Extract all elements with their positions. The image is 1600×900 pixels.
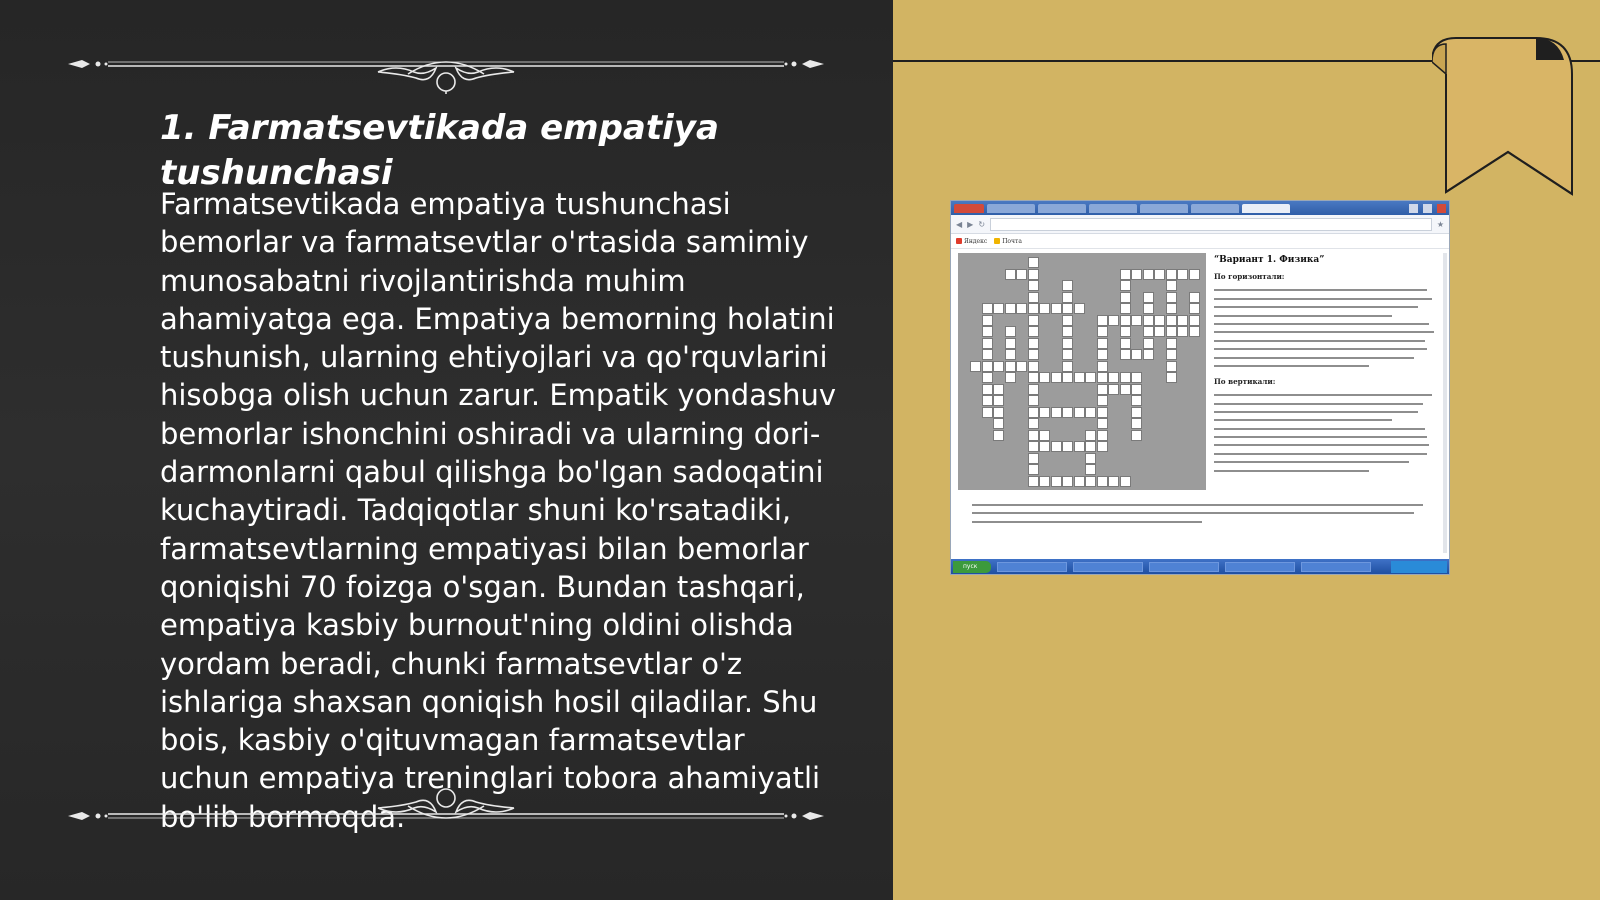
crossword-cell — [1028, 453, 1039, 464]
crossword-cell — [1051, 407, 1062, 418]
browser-tab-active — [1242, 204, 1290, 213]
crossword-cell — [1120, 372, 1131, 383]
crossword-cell — [1120, 269, 1131, 280]
crossword-cell — [1062, 349, 1073, 360]
crossword-cell — [1166, 292, 1177, 303]
clue-text-line — [1214, 323, 1429, 325]
clue-text-line — [1214, 453, 1427, 455]
crossword-cell — [982, 407, 993, 418]
crossword-cell — [1166, 338, 1177, 349]
crossword-cell — [1143, 326, 1154, 337]
crossword-cell — [1062, 338, 1073, 349]
across-clue-lines — [1214, 289, 1436, 367]
crossword-cell — [1097, 407, 1108, 418]
start-button: пуск — [953, 561, 991, 573]
crossword-cell — [1120, 338, 1131, 349]
crossword-cell — [993, 395, 1004, 406]
crossword-cell — [1062, 303, 1073, 314]
crossword-cell — [982, 361, 993, 372]
crossword-cell — [1085, 430, 1096, 441]
down-clue-lines — [1214, 394, 1436, 472]
crossword-cell — [1039, 303, 1050, 314]
top-ornament-divider — [68, 44, 824, 94]
crossword-cell — [982, 395, 993, 406]
crossword-cell — [1085, 453, 1096, 464]
crossword-browser-screenshot — [950, 200, 1450, 575]
crossword-cell — [1143, 303, 1154, 314]
crossword-cell — [1028, 407, 1039, 418]
crossword-cell — [1005, 349, 1016, 360]
crossword-cell — [1189, 315, 1200, 326]
bookmark-link: Почта — [994, 238, 1022, 245]
crossword-cell — [1120, 280, 1131, 291]
taskbar-item — [1073, 562, 1143, 572]
clue-text-line — [1214, 470, 1369, 472]
crossword-cell — [1097, 361, 1108, 372]
crossword-cell — [1097, 430, 1108, 441]
crossword-cell — [982, 338, 993, 349]
crossword-cell — [1039, 430, 1050, 441]
star-icon: ★ — [1436, 219, 1444, 229]
clue-text-line — [1214, 444, 1429, 446]
crossword-cell — [1074, 476, 1085, 487]
crossword-cell — [1074, 441, 1085, 452]
crossword-cell — [1028, 338, 1039, 349]
crossword-cell — [1097, 349, 1108, 360]
crossword-cell — [1028, 315, 1039, 326]
crossword-cell — [1166, 269, 1177, 280]
browser-address-bar — [951, 215, 1449, 234]
crossword-cell — [993, 384, 1004, 395]
crossword-cell — [993, 430, 1004, 441]
close-icon — [1437, 204, 1446, 213]
crossword-title: “Вариант 1. Физика” — [1214, 255, 1325, 265]
crossword-cell — [1028, 292, 1039, 303]
browser-tab-bar — [951, 201, 1449, 215]
slide-body-text: Farmatsevtikada empatiya tushunchasi bemorlar va farmatsevtlar o'rtasida samimiy munosabatni rivojlantirishda muhim ahamiyatga ega. Empatiya bemorning holatini tushunish, ularning ehtiyojlari va qo'rquvlarini hisobga olish uchun zarur. Empatik yondashuv bemorlar ishonchini oshiradi va ularning dori-darmonlarni qabul qilishga bo'lgan sadoqatini kuchaytiradi. Tadqiqotlar shuni ko'rsatadiki, farmatsevtlarning empatiyasi bilan bemorlar qoniqishi 70 foizga o'sgan. Bundan tashqari, empatiya kasbiy burnout'ning oldini olishda yordam beradi, chunki farmatsevtlar o'z ishlariga shaxsan qoniqish hosil qiladilar. Shu bois, kasbiy o'qituvmagan farmatsevtlar uchun empatiya treninglari tobora ahamiyatli bo'lib bormoqda. — [160, 187, 837, 834]
crossword-cell — [1131, 430, 1142, 441]
crossword-cell — [982, 326, 993, 337]
down-clue-lines-continued — [972, 499, 1432, 529]
taskbar-item — [997, 562, 1067, 572]
crossword-cell — [1166, 315, 1177, 326]
crossword-cell — [1028, 303, 1039, 314]
crossword-cell — [1154, 315, 1165, 326]
crossword-cell — [1005, 326, 1016, 337]
crossword-cell — [1016, 361, 1027, 372]
crossword-cell — [1062, 476, 1073, 487]
system-tray — [1391, 561, 1447, 573]
crossword-cell — [1028, 418, 1039, 429]
crossword-cell — [1085, 372, 1096, 383]
forward-arrow-icon: ▶ — [967, 219, 974, 229]
clue-text-line — [972, 521, 1202, 523]
crossword-cell — [1085, 441, 1096, 452]
url-field — [990, 218, 1432, 231]
crossword-cell — [1154, 326, 1165, 337]
down-heading: По вертикали: — [1214, 376, 1276, 386]
crossword-cell — [1028, 464, 1039, 475]
crossword-cell — [1074, 407, 1085, 418]
crossword-cell — [1189, 269, 1200, 280]
crossword-clues — [1214, 255, 1436, 478]
browser-tab — [1140, 204, 1188, 213]
clue-text-line — [1214, 419, 1392, 421]
crossword-cell — [982, 349, 993, 360]
browser-bookmarks-bar — [951, 234, 1449, 249]
crossword-cell — [1028, 280, 1039, 291]
crossword-cell — [1028, 326, 1039, 337]
crossword-cell — [1051, 476, 1062, 487]
crossword-cell — [1097, 315, 1108, 326]
clue-text-line — [1214, 315, 1392, 317]
crossword-cell — [1120, 292, 1131, 303]
clue-text-line — [1214, 289, 1427, 291]
crossword-cell — [993, 303, 1004, 314]
crossword-cell — [993, 407, 1004, 418]
taskbar-item — [1301, 562, 1371, 572]
crossword-cell — [1166, 326, 1177, 337]
crossword-cell — [1189, 292, 1200, 303]
crossword-cell — [1085, 476, 1096, 487]
crossword-cell — [1005, 361, 1016, 372]
crossword-cell — [1177, 315, 1188, 326]
clue-text-line — [1214, 461, 1409, 463]
crossword-cell — [1120, 326, 1131, 337]
crossword-cell — [1108, 476, 1119, 487]
crossword-cell — [1028, 384, 1039, 395]
crossword-cell — [1051, 372, 1062, 383]
crossword-cell — [1005, 269, 1016, 280]
crossword-cell — [993, 418, 1004, 429]
crossword-cell — [982, 384, 993, 395]
maximize-icon — [1423, 204, 1432, 213]
crossword-cell — [1028, 441, 1039, 452]
crossword-cell — [1028, 372, 1039, 383]
crossword-cell — [1039, 407, 1050, 418]
crossword-cell — [1131, 372, 1142, 383]
crossword-cell — [1097, 441, 1108, 452]
crossword-cell — [1131, 349, 1142, 360]
crossword-cell — [1143, 292, 1154, 303]
crossword-grid — [958, 253, 1206, 490]
crossword-cell — [1131, 395, 1142, 406]
crossword-cell — [982, 315, 993, 326]
crossword-cell — [1131, 384, 1142, 395]
crossword-cell — [1108, 372, 1119, 383]
crossword-cell — [1062, 407, 1073, 418]
clue-text-line — [1214, 357, 1414, 359]
crossword-cell — [1028, 257, 1039, 268]
crossword-cell — [1143, 349, 1154, 360]
crossword-cell — [1154, 269, 1165, 280]
crossword-cell — [970, 361, 981, 372]
crossword-cell — [1177, 269, 1188, 280]
clue-text-line — [1214, 403, 1423, 405]
crossword-cell — [1097, 372, 1108, 383]
crossword-cell — [1062, 315, 1073, 326]
crossword-cell — [1062, 361, 1073, 372]
crossword-cell — [1166, 349, 1177, 360]
crossword-cell — [1005, 372, 1016, 383]
crossword-cell — [1177, 326, 1188, 337]
bottom-ornament-divider — [68, 786, 824, 836]
clue-text-line — [1214, 428, 1425, 430]
crossword-cell — [1131, 407, 1142, 418]
browser-tab — [1089, 204, 1137, 213]
clue-text-line — [1214, 348, 1427, 350]
crossword-cell — [1097, 476, 1108, 487]
bookmark-ribbon-icon — [1432, 34, 1582, 204]
crossword-cell — [1016, 269, 1027, 280]
taskbar-item — [1149, 562, 1219, 572]
crossword-cell — [1097, 338, 1108, 349]
crossword-cell — [1028, 476, 1039, 487]
crossword-cell — [1085, 464, 1096, 475]
crossword-cell — [1028, 395, 1039, 406]
crossword-cell — [1062, 280, 1073, 291]
crossword-cell — [1039, 372, 1050, 383]
crossword-cell — [1120, 315, 1131, 326]
crossword-cell — [1120, 384, 1131, 395]
minimize-icon — [1409, 204, 1418, 213]
crossword-cell — [1120, 349, 1131, 360]
crossword-cell — [1143, 269, 1154, 280]
browser-tab — [1191, 204, 1239, 213]
crossword-cell — [1120, 476, 1131, 487]
crossword-cell — [982, 303, 993, 314]
crossword-cell — [1108, 315, 1119, 326]
clue-text-line — [1214, 411, 1418, 413]
crossword-cell — [1097, 384, 1108, 395]
crossword-cell — [1097, 326, 1108, 337]
clue-text-line — [972, 512, 1414, 514]
crossword-cell — [1028, 430, 1039, 441]
crossword-cell — [1039, 476, 1050, 487]
slide-title: 1. Farmatsevtikada empatiya tushunchasi — [160, 108, 719, 193]
crossword-cell — [1166, 372, 1177, 383]
crossword-cell — [1131, 269, 1142, 280]
clue-text-line — [1214, 331, 1434, 333]
crossword-cell — [1143, 338, 1154, 349]
clue-text-line — [1214, 394, 1432, 396]
crossword-cell — [1039, 441, 1050, 452]
crossword-cell — [1131, 418, 1142, 429]
crossword-cell — [1166, 280, 1177, 291]
browser-tab — [954, 204, 984, 213]
crossword-cell — [1097, 395, 1108, 406]
crossword-cell — [1108, 384, 1119, 395]
crossword-cell — [1062, 372, 1073, 383]
clue-text-line — [1214, 365, 1369, 367]
crossword-cell — [1143, 315, 1154, 326]
taskbar-item — [1225, 562, 1295, 572]
crossword-cell — [1131, 315, 1142, 326]
crossword-cell — [1062, 326, 1073, 337]
clue-text-line — [1214, 298, 1432, 300]
crossword-cell — [1005, 338, 1016, 349]
crossword-cell — [1166, 361, 1177, 372]
crossword-cell — [1028, 349, 1039, 360]
crossword-cell — [1005, 303, 1016, 314]
bookmark-link: Яндекс — [956, 238, 987, 245]
crossword-cell — [1051, 303, 1062, 314]
crossword-cell — [1166, 303, 1177, 314]
crossword-page — [958, 253, 1441, 556]
browser-tab — [1038, 204, 1086, 213]
crossword-cell — [1074, 372, 1085, 383]
crossword-cell — [982, 372, 993, 383]
clue-text-line — [972, 504, 1423, 506]
reload-icon: ↻ — [978, 219, 986, 229]
crossword-cell — [1085, 407, 1096, 418]
clue-text-line — [1214, 306, 1418, 308]
crossword-cell — [1120, 303, 1131, 314]
crossword-cell — [1051, 441, 1062, 452]
back-arrow-icon: ◀ — [956, 219, 963, 229]
crossword-cell — [1189, 303, 1200, 314]
crossword-cell — [1074, 303, 1085, 314]
crossword-cell — [993, 361, 1004, 372]
crossword-cell — [1028, 361, 1039, 372]
crossword-cell — [1062, 292, 1073, 303]
crossword-cell — [1028, 269, 1039, 280]
clue-text-line — [1214, 340, 1425, 342]
page-scrollbar — [1443, 253, 1447, 553]
windows-taskbar — [951, 559, 1449, 574]
crossword-cell — [1189, 326, 1200, 337]
crossword-cell — [1097, 418, 1108, 429]
clue-text-line — [1214, 436, 1427, 438]
crossword-cell — [1016, 303, 1027, 314]
browser-tab — [987, 204, 1035, 213]
across-heading: По горизонтали: — [1214, 272, 1285, 282]
crossword-cell — [1062, 441, 1073, 452]
